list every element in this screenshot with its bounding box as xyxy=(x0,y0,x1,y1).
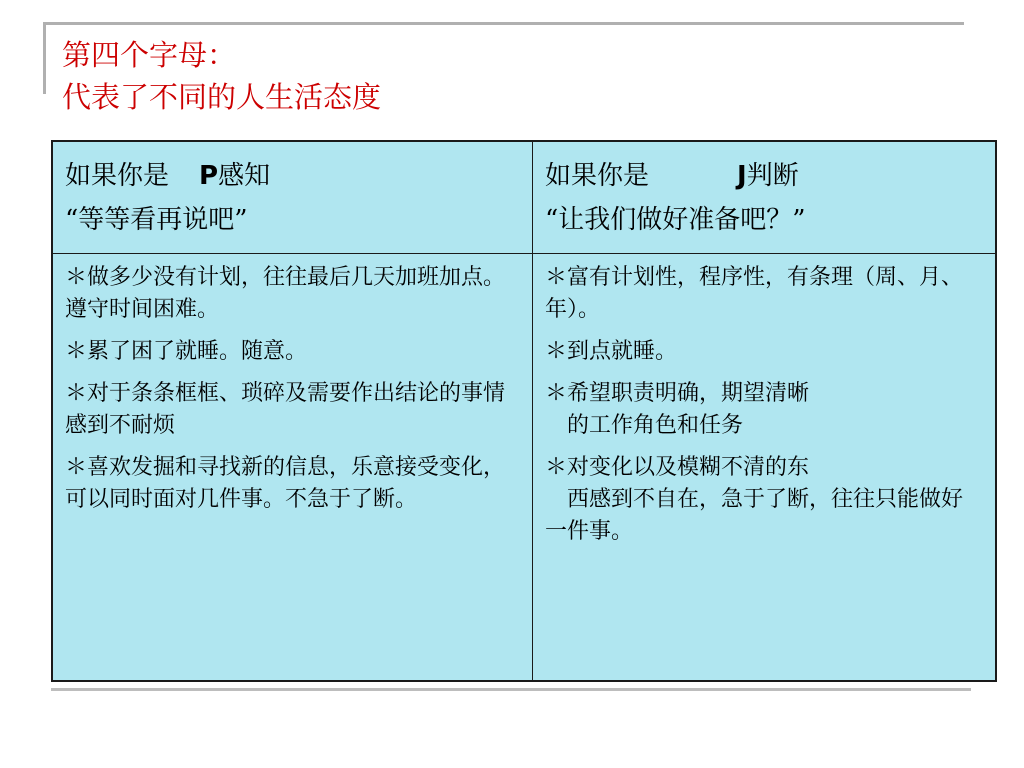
slide-frame-top xyxy=(44,22,964,25)
title-line-1: 第四个字母： xyxy=(62,38,237,72)
slide-title xyxy=(62,34,381,118)
perceiving-item: ＊做多少没有计划，往往最后几天加班加点。遵守时间困难。 xyxy=(65,265,506,322)
slide-frame-left xyxy=(43,22,46,94)
title-line-2: 代表了不同的人生活态度 xyxy=(62,80,382,114)
header-judging-quote: “让我们做好准备吧？” xyxy=(545,205,806,235)
judging-item-continued: 西感到不自在，急于了断，往往只能做好一件事。 xyxy=(545,487,964,544)
header-judging-line xyxy=(545,154,985,198)
perceiving-item: ＊喜欢发掘和寻找新的信息，乐意接受变化，可以同时面对几件事。不急于了断。 xyxy=(65,455,506,512)
judging-item: ＊富有计划性，程序性，有条理（周、月、年）。 xyxy=(545,265,964,322)
header-perceiving-prefix: 如果你是 xyxy=(65,161,170,191)
header-perceiving-line xyxy=(65,154,522,198)
header-perceiving-type: 感知 xyxy=(218,161,271,191)
judging-item: ＊到点就睡。 xyxy=(545,339,678,364)
judging-item-continued: 的工作角色和任务 xyxy=(567,413,744,438)
header-cell-judging xyxy=(533,142,995,254)
perceiving-item: ＊累了困了就睡。随意。 xyxy=(65,339,308,364)
header-judging-type: 判断 xyxy=(746,161,799,191)
judging-item: ＊对变化以及模糊不清的东 xyxy=(545,455,810,480)
perceiving-item: ＊对于条条框框、琐碎及需要作出结论的事情感到不耐烦 xyxy=(65,381,506,438)
body-cell-perceiving xyxy=(53,254,533,680)
body-cell-judging xyxy=(533,254,995,680)
header-perceiving-letter: P xyxy=(199,161,219,191)
header-perceiving-quote: “等等看再说吧” xyxy=(65,205,248,235)
judging-item: ＊希望职责明确，期望清晰 xyxy=(545,381,810,406)
header-judging-prefix: 如果你是 xyxy=(545,161,650,191)
comparison-table xyxy=(51,140,997,682)
header-judging-letter: J xyxy=(737,161,747,191)
slide-footer-rule xyxy=(51,688,971,691)
header-cell-perceiving xyxy=(53,142,533,254)
